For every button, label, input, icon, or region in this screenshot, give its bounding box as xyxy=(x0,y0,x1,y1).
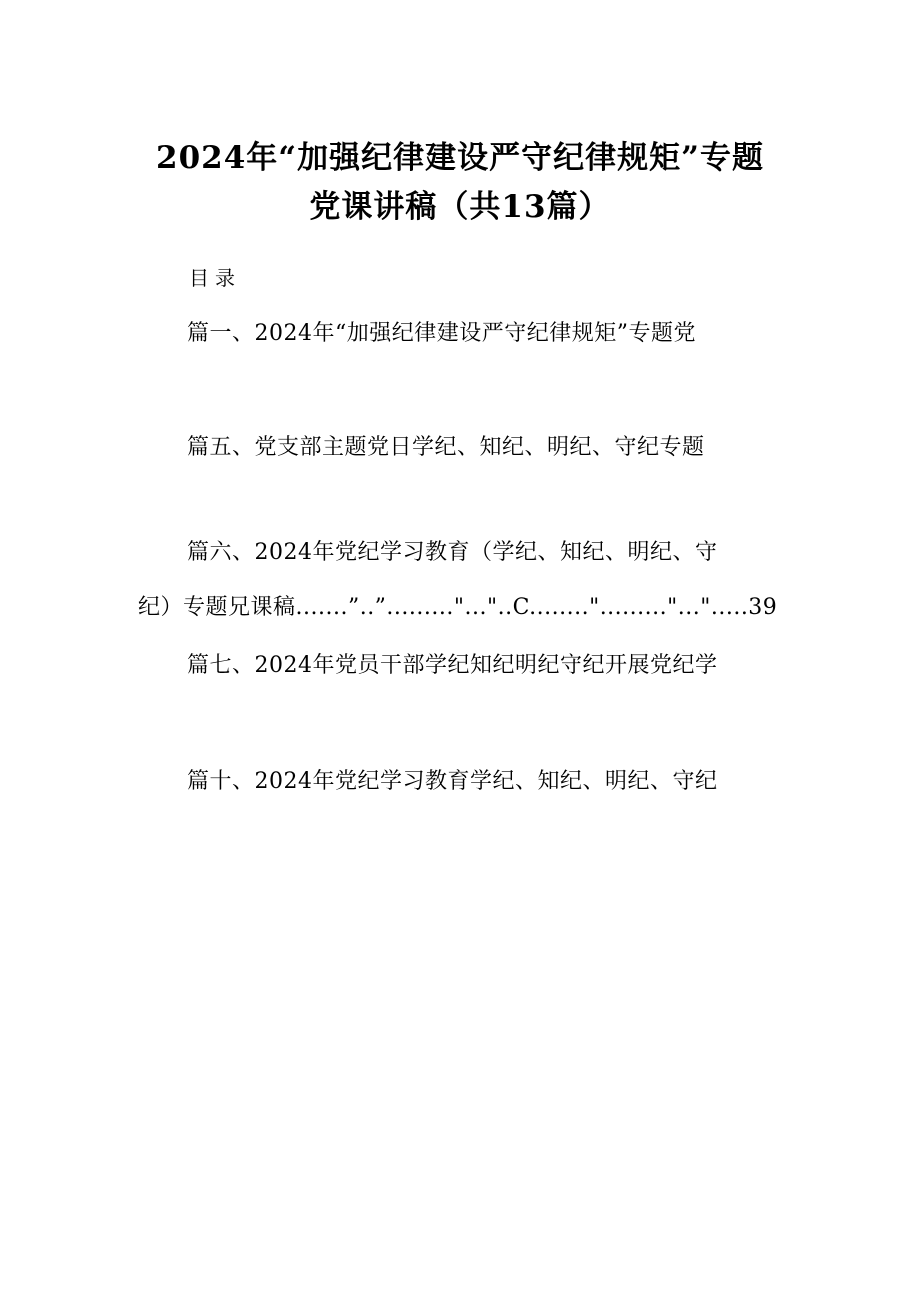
document-title-line-2: 党课讲稿（共13篇） xyxy=(309,189,611,225)
toc-entry-6: 篇六、2024年党纪学习教育（学纪、知纪、明纪、守 xyxy=(187,540,718,565)
document-title-line-1: 2024年“加强纪律建设严守纪律规矩”专题 xyxy=(156,140,764,176)
toc-heading: 目录 xyxy=(189,266,241,290)
toc-entry-10: 篇十、2024年党纪学习教育学纪、知纪、明纪、守纪 xyxy=(187,769,718,794)
toc-entry-6-continuation: 纪）专题兄课稿.......”..”........."..."..C........"........."...".....39 xyxy=(138,595,778,620)
toc-entry-5: 篇五、党支部主题党日学纪、知纪、明纪、守纪专题 xyxy=(187,435,705,460)
toc-entry-1: 篇一、2024年“加强纪律建设严守纪律规矩”专题党 xyxy=(187,321,696,346)
toc-entry-7: 篇七、2024年党员干部学纪知纪明纪守纪开展党纪学 xyxy=(187,653,718,678)
